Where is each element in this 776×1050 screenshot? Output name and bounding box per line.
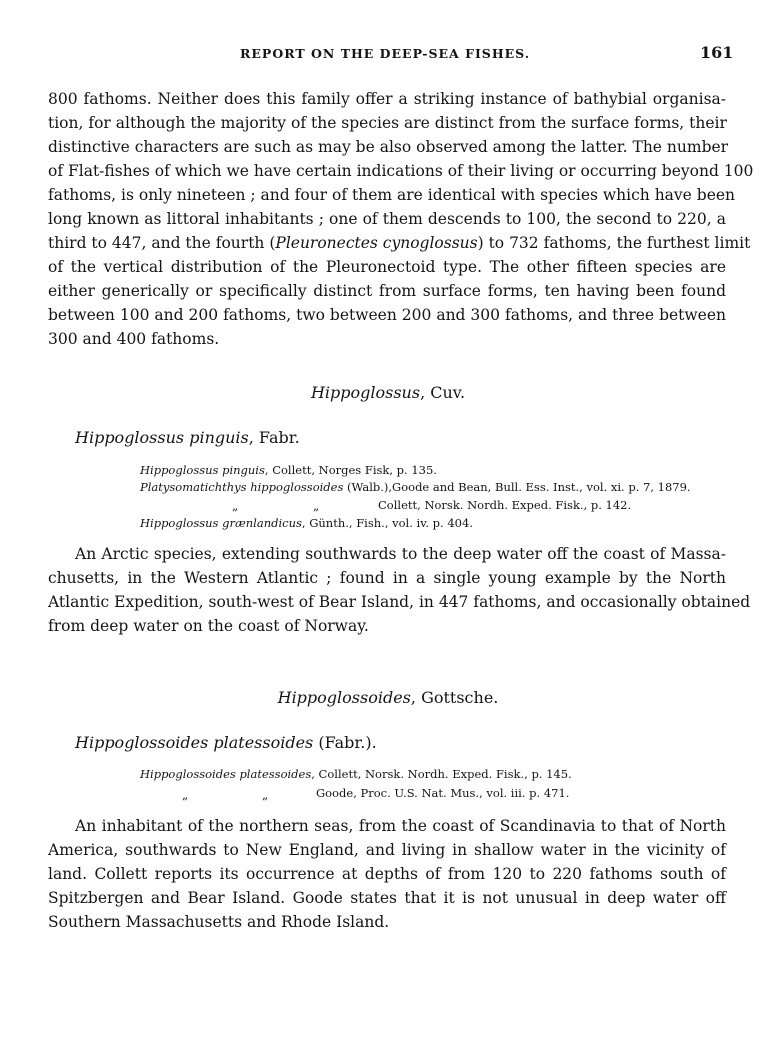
genus-authority: , Cuv. — [420, 383, 466, 402]
synonym-entry — [140, 766, 572, 782]
genus-name: Hippoglossoides — [277, 688, 411, 707]
ditto-mark: „ — [182, 788, 189, 802]
intro-line: 300 and 400 fathoms. — [48, 330, 220, 348]
species-authority: (Fabr.). — [313, 733, 377, 752]
description-line: Southern Massachusetts and Rhode Island. — [48, 913, 390, 931]
intro-line: long known as littoral inhabitants ; one of them descends to 100, the second to 220, a — [48, 210, 726, 228]
species-authority: , Fabr. — [248, 428, 300, 447]
description-line: from deep water on the coast of Norway. — [48, 617, 369, 635]
intro-text: ) to 732 fathoms, the furthest limit — [477, 234, 751, 252]
synonym-ref: (Walb.),Goode and Bean, Bull. Ess. Inst., vol. xi. p. 7, 1879. — [343, 480, 691, 494]
synonym-ref: , Collett, Norsk. Nordh. Exped. Fisk., p. 145. — [311, 767, 572, 781]
species-heading — [75, 428, 300, 447]
synonym-entry — [140, 479, 691, 495]
ditto-mark: „ — [262, 788, 269, 802]
description-line: An Arctic species, extending southwards to the deep water off the coast of Massa- — [75, 545, 726, 563]
intro-line: distinctive characters are such as may be also observed among the latter. The number — [48, 138, 729, 156]
intro-line: tion, for although the majority of the species are distinct from the surface forms, their — [48, 114, 727, 132]
genus-heading — [0, 383, 776, 402]
genus-name: Hippoglossus — [310, 383, 421, 402]
species-italic: Pleuronectes cynoglossus — [275, 234, 478, 252]
intro-line: between 100 and 200 fathoms, two between 200 and 300 fathoms, and three between — [48, 306, 726, 324]
ditto-mark: „ — [232, 499, 239, 513]
genus-authority: , Gottsche. — [410, 688, 499, 707]
synonym-entry — [140, 515, 473, 531]
intro-text: third to 447, and the fourth ( — [48, 234, 276, 252]
description-line: land. Collett reports its occurrence at depths of from 120 to 220 fathoms south of — [48, 865, 726, 883]
synonym-name: Platysomatichthys hippoglossoides — [140, 480, 344, 494]
intro-line: fathoms, is only nineteen ; and four of them are identical with species which have been — [48, 186, 736, 204]
intro-line-mixed — [48, 232, 751, 254]
page-number: 161 — [700, 43, 734, 62]
description-line: Spitzbergen and Bear Island. Goode states that it is not unusual in deep water off — [48, 889, 726, 907]
synonym-name: Hippoglossus grænlandicus — [140, 516, 302, 530]
synonym-ref: Goode, Proc. U.S. Nat. Mus., vol. iii. p. 471. — [316, 786, 570, 800]
description-line: Atlantic Expedition, south-west of Bear Island, in 447 fathoms, and occasionally obtained — [48, 593, 751, 611]
intro-line: 800 fathoms. Neither does this family offer a striking instance of bathybial organisa- — [48, 90, 726, 108]
synonym-ref: , Collett, Norges Fisk, p. 135. — [264, 463, 437, 477]
synonym-name: Hippoglossus pinguis — [140, 463, 265, 477]
species-name: Hippoglossus pinguis — [75, 428, 249, 447]
synonym-name: Hippoglossoides platessoides — [140, 767, 312, 781]
synonym-entry — [140, 462, 437, 478]
intro-line: of the vertical distribution of the Pleuronectoid type. The other fifteen species are — [48, 258, 726, 276]
species-heading — [75, 733, 377, 752]
description-line: chusetts, in the Western Atlantic ; found in a single young example by the North — [48, 569, 726, 587]
species-name: Hippoglossoides platessoides — [75, 733, 314, 752]
intro-line: of Flat-fishes of which we have certain indications of their living or occurring beyond 100 — [48, 162, 754, 180]
description-line: America, southwards to New England, and living in shallow water in the vicinity of — [48, 841, 726, 859]
ditto-mark: „ — [313, 499, 320, 513]
synonym-ref: , Günth., Fish., vol. iv. p. 404. — [301, 516, 473, 530]
genus-heading — [0, 688, 776, 707]
synonym-ref: Collett, Norsk. Nordh. Exped. Fisk., p. 142. — [378, 498, 632, 512]
description-line: An inhabitant of the northern seas, from the coast of Scandinavia to that of North — [75, 817, 726, 835]
running-title: REPORT ON THE DEEP-SEA FISHES. — [240, 46, 531, 61]
intro-line: either generically or specifically distinct from surface forms, ten having been found — [48, 282, 726, 300]
